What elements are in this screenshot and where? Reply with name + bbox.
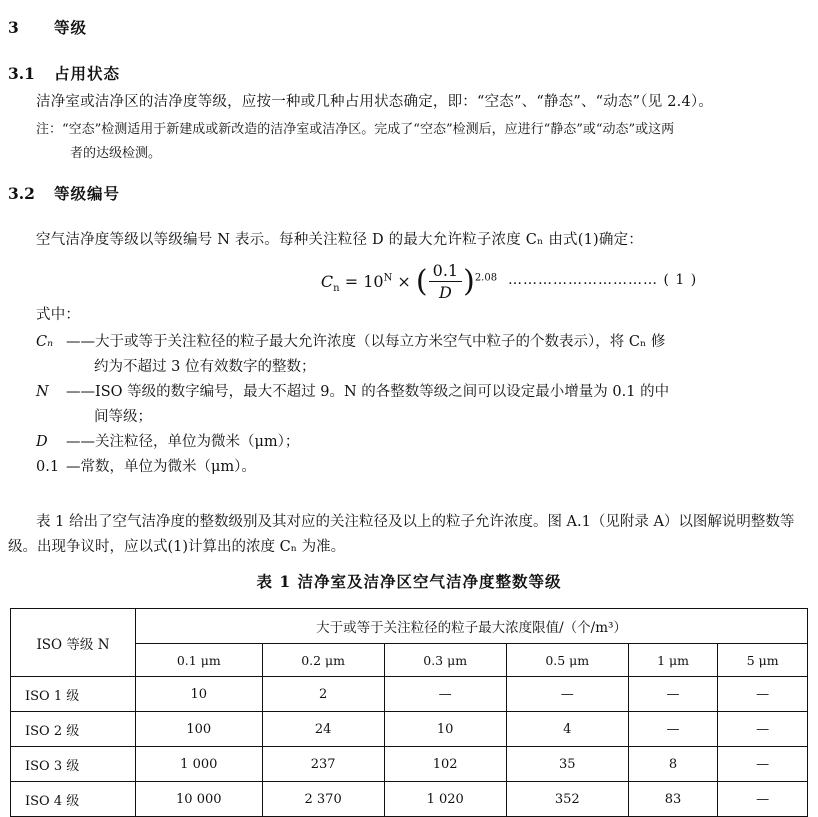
table-cell-value: —	[718, 782, 808, 817]
table-cell-value: —	[718, 677, 808, 712]
formula-number-label: ( 1 )	[663, 272, 698, 288]
formula-lhs: C	[320, 272, 334, 291]
definition-item	[8, 455, 816, 480]
table-row	[11, 677, 808, 712]
definition-text-d	[66, 430, 816, 455]
section-heading-3-2	[8, 182, 120, 204]
definition-text-n	[66, 380, 816, 405]
table-column-1um: 1 μm	[628, 644, 718, 677]
table-cell-value: 35	[506, 747, 628, 782]
formula-leader-dots: …………………………	[508, 272, 658, 288]
formula-number-row	[508, 272, 697, 288]
formula-expression	[321, 262, 497, 303]
formula-power: 2.08	[474, 272, 498, 284]
table-cell-value: 1 000	[136, 747, 263, 782]
table-cell-value: —	[628, 677, 718, 712]
where-label: 式中：	[36, 307, 81, 323]
section-heading-3-1	[8, 62, 120, 84]
formula-times: ×	[397, 272, 411, 291]
table-cell-value: 24	[262, 712, 384, 747]
formula-numerator: 0.1	[429, 261, 462, 282]
table-caption: 表 1 洁净室及洁净区空气洁净度整数等级	[256, 572, 562, 591]
table-cell-value: 2	[262, 677, 384, 712]
formula-right-paren: )	[463, 264, 475, 299]
formula-base: 10	[363, 272, 384, 291]
formula-denominator: D	[438, 283, 452, 302]
definition-dash: ——	[66, 334, 95, 350]
table-header-concentration: 大于或等于关注粒径的粒子最大浓度限值/（个/m³）	[136, 609, 808, 644]
formula-fraction	[429, 261, 462, 302]
section-3-title: 等级	[54, 18, 88, 37]
table-row	[11, 712, 808, 747]
formula-left-paren: (	[415, 264, 428, 299]
table-cell-value: —	[718, 747, 808, 782]
section-3-number: 3	[8, 18, 19, 37]
table-cell-value: 237	[262, 747, 384, 782]
definition-symbol-constant: 0.1	[36, 459, 60, 475]
definition-line-1: 关注粒径，单位为微米（μm）；	[95, 434, 300, 450]
table-cell-value: 4	[506, 712, 628, 747]
definition-dash: ——	[66, 384, 95, 400]
table-cell-value: 10	[136, 677, 263, 712]
paragraph-table-intro: 表 1 给出了空气洁净度的整数级别及其对应的关注粒径及以上的粒子允许浓度。图 A.1（见附录 A）以图解说明整数等级。出现争议时，应以式(1)计算出的浓度 Cₙ 为准。	[8, 514, 795, 555]
note-occupancy	[36, 118, 812, 166]
definition-item	[8, 380, 816, 405]
table-cell-value: 1 020	[384, 782, 506, 817]
section-3-1-number: 3.1	[8, 64, 35, 83]
table-cell-iso-class: ISO 2 级	[11, 712, 136, 747]
table-column-0-1um: 0.1 μm	[136, 644, 263, 677]
definition-item	[8, 330, 816, 355]
table-cell-value: —	[384, 677, 506, 712]
table-column-0-2um: 0.2 μm	[262, 644, 384, 677]
table-header-iso: ISO 等级 N	[11, 609, 136, 677]
definition-item	[8, 430, 816, 455]
formula-exponent: N	[383, 272, 393, 284]
definition-symbol-cn: Cₙ	[36, 334, 53, 350]
table-cell-value: 100	[136, 712, 263, 747]
table-cell-value: 8	[628, 747, 718, 782]
definition-text-cn	[66, 330, 816, 355]
formula-lhs-subscript: n	[333, 283, 340, 295]
table-cell-value: 352	[506, 782, 628, 817]
definition-symbol-n: N	[36, 384, 49, 400]
table-cell-value: 10 000	[136, 782, 263, 817]
definition-n-line-2: 间等级；	[94, 409, 152, 425]
definition-text-constant	[66, 455, 816, 480]
table-cell-value: —	[628, 712, 718, 747]
table-cell-value: 10	[384, 712, 506, 747]
table-column-5um: 5 μm	[718, 644, 808, 677]
table-row	[11, 782, 808, 817]
section-heading-3	[8, 16, 87, 38]
definition-list	[8, 330, 816, 480]
section-3-1-title: 占用状态	[54, 64, 121, 83]
table-cell-value: 83	[628, 782, 718, 817]
paragraph-class-number: 空气洁净度等级以等级编号 N 表示。每种关注粒径 D 的最大允许粒子浓度 Cₙ 由式(1)确定：	[36, 232, 643, 248]
table-header-row-1	[11, 609, 808, 644]
definition-line-1: ISO 等级的数字编号，最大不超过 9。N 的各整数等级之间可以设定最小增量为 0.1 的中	[95, 384, 670, 400]
section-3-2-title: 等级编号	[54, 184, 121, 203]
definition-symbol-d: D	[36, 434, 48, 450]
definition-dash: ——	[66, 434, 95, 450]
table-cell-value: —	[506, 677, 628, 712]
table-column-0-3um: 0.3 μm	[384, 644, 506, 677]
definition-cn-line-2: 约为不超过 3 位有效数字的整数；	[94, 359, 316, 375]
table-cell-value: 2 370	[262, 782, 384, 817]
paragraph-occupancy-states: 洁净室或洁净区的洁净度等级，应按一种或几种占用状态确定，即：“空态”、“静态”、“动态”（见 2.4）。	[36, 94, 714, 110]
table-cell-value: 102	[384, 747, 506, 782]
table-cell-iso-class: ISO 1 级	[11, 677, 136, 712]
table-cell-value: —	[718, 712, 808, 747]
note-line-1: 注：“空态”检测适用于新建成或新改造的洁净室或洁净区。完成了“空态”检测后，应进行“静态”或“动态”或这两	[36, 122, 675, 137]
note-line-2: 者的达级检测。	[70, 146, 162, 161]
definition-line-1: 常数，单位为微米（μm）。	[80, 459, 256, 475]
table-cell-iso-class: ISO 3 级	[11, 747, 136, 782]
definition-line-1: 大于或等于关注粒径的粒子最大允许浓度（以每立方米空气中粒子的个数表示），将 Cₙ 修	[95, 334, 666, 350]
section-3-2-number: 3.2	[8, 184, 35, 203]
table-cell-iso-class: ISO 4 级	[11, 782, 136, 817]
table-row	[11, 747, 808, 782]
table-head	[11, 609, 808, 677]
table-column-0-5um: 0.5 μm	[506, 644, 628, 677]
formula-equals: =	[344, 272, 359, 291]
definition-dash: —	[66, 459, 81, 475]
table-body	[11, 677, 808, 817]
cleanroom-class-table	[10, 608, 808, 817]
